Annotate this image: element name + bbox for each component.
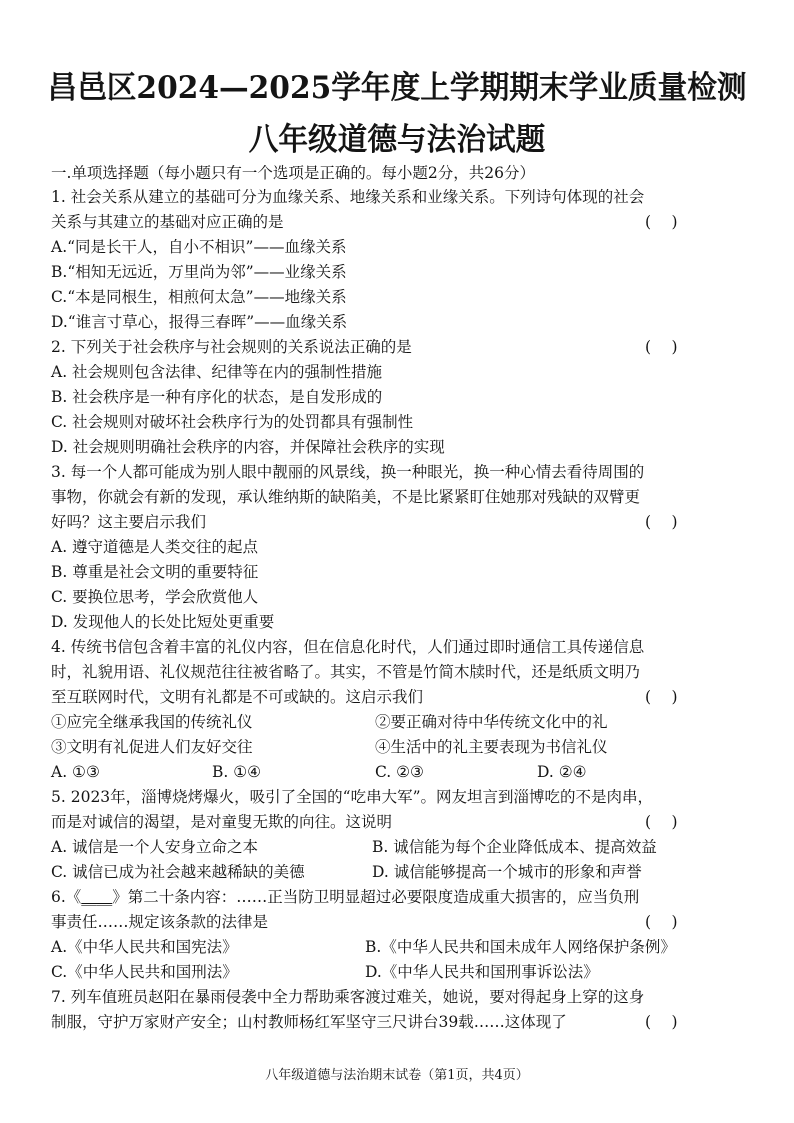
- q3-option-d: D. 发现他人的长处比短处更重要: [51, 613, 275, 631]
- q2-option-c: C. 社会规则对破坏社会秩序行为的处罚都具有强制性: [51, 413, 414, 431]
- q1-stem-line1: 1. 社会关系从建立的基础可分为血缘关系、地缘关系和业缘关系。下列诗句体现的社会: [51, 188, 645, 206]
- q3-stem-line1: 3. 每一个人都可能成为别人眼中靓丽的风景线，换一种眼光，换一种心情去看待周围的: [51, 463, 645, 481]
- q2-stem-line1: 2. 下列关于社会秩序与社会规则的关系说法正确的是: [51, 338, 412, 356]
- q5-stem-line1: 5. 2023年，淄博烧烤爆火，吸引了全国的“吃串大军”。网友坦言到淄博吃的不是肉串，: [51, 788, 654, 806]
- q4-statement-4: ④生活中的礼主要表现为书信礼仪: [375, 738, 608, 756]
- page-footer: 八年级道德与法治期末试卷（第1页，共4页）: [265, 1068, 529, 1083]
- q5-option-a: A. 诚信是一个人安身立命之本: [51, 838, 259, 856]
- q1-stem-line2: 关系与其建立的基础对应正确的是: [51, 213, 284, 231]
- section-heading: 一.单项选择题（每小题只有一个选项是正确的。每小题2分，共26分）: [51, 164, 536, 182]
- exam-subtitle: 八年级道德与法治试题: [248, 122, 546, 158]
- q3-answer-paren[interactable]: ( ): [645, 513, 678, 531]
- q6-blank[interactable]: ____: [81, 888, 113, 906]
- q3-stem-line3: 好吗？这主要启示我们: [51, 513, 207, 531]
- q4-answer-paren[interactable]: ( ): [645, 688, 678, 706]
- q3-option-c: C. 要换位思考，学会欣赏他人: [51, 588, 259, 606]
- q6-stem-rest: 》第二十条内容：……正当防卫明显超过必要限度造成重大损害的，应当负刑: [112, 888, 640, 906]
- q1-option-d: D.“谁言寸草心，报得三春晖”——血缘关系: [51, 313, 348, 331]
- q5-answer-paren[interactable]: ( ): [645, 813, 678, 831]
- q6-stem-prefix: 6.《: [51, 888, 82, 906]
- q2-option-d: D. 社会规则明确社会秩序的内容，并保障社会秩序的实现: [51, 438, 445, 456]
- q6-option-a: A.《中华人民共和国宪法》: [51, 938, 238, 956]
- q7-answer-paren[interactable]: ( ): [645, 1013, 678, 1031]
- q6-option-d: D.《中华人民共和国刑事诉讼法》: [365, 963, 599, 981]
- q6-answer-paren[interactable]: ( ): [645, 913, 678, 931]
- q1-answer-paren[interactable]: ( ): [645, 213, 678, 231]
- q3-option-a: A. 遵守道德是人类交往的起点: [51, 538, 259, 556]
- q5-option-c: C. 诚信已成为社会越来越稀缺的美德: [51, 863, 305, 881]
- q5-option-b: B. 诚信能为每个企业降低成本、提高效益: [372, 838, 657, 856]
- q7-stem-line2: 制服，守护万家财产安全；山村教师杨红军坚守三尺讲台39载……这体现了: [51, 1013, 567, 1031]
- q4-option-c: C. ②③: [375, 763, 424, 781]
- q3-stem-line2: 事物，你就会有新的发现，承认维纳斯的缺陷美，不是比紧紧盯住她那对残缺的双臂更: [51, 488, 641, 506]
- q3-option-b: B. 尊重是社会文明的重要特征: [51, 563, 259, 581]
- exam-title: 昌邑区2024—2025学年度上学期期末学业质量检测: [47, 70, 747, 106]
- q4-statement-2: ②要正确对待中华传统文化中的礼: [375, 713, 608, 731]
- q6-stem-line2: 事责任……规定该条款的法律是: [51, 913, 269, 931]
- q4-stem-line2: 时，礼貌用语、礼仪规范往往被省略了。其实，不管是竹简木牍时代，还是纸质文明乃: [51, 663, 641, 681]
- q5-stem-line2: 而是对诚信的渴望，是对童叟无欺的向往。这说明: [51, 813, 393, 831]
- q4-stem-line3: 至互联网时代，文明有礼都是不可或缺的。这启示我们: [51, 688, 424, 706]
- q6-stem-line1: [51, 885, 751, 910]
- q4-option-b: B. ①④: [212, 763, 262, 781]
- q6-option-c: C.《中华人民共和国刑法》: [51, 963, 238, 981]
- q4-statement-1: ①应完全继承我国的传统礼仪: [51, 713, 253, 731]
- q4-option-d: D. ②④: [537, 763, 587, 781]
- q2-answer-paren[interactable]: ( ): [645, 338, 678, 356]
- q4-statement-3: ③文明有礼促进人们友好交往: [51, 738, 253, 756]
- q2-option-b: B. 社会秩序是一种有序化的状态，是自发形成的: [51, 388, 383, 406]
- q2-option-a: A. 社会规则包含法律、纪律等在内的强制性措施: [51, 363, 383, 381]
- q4-stem-line1: 4. 传统书信包含着丰富的礼仪内容，但在信息化时代，人们通过即时通信工具传递信息: [51, 638, 645, 656]
- q1-option-b: B.“相知无远近，万里尚为邻”——业缘关系: [51, 263, 347, 281]
- q1-option-a: A.“同是长干人，自小不相识”——血缘关系: [51, 238, 347, 256]
- q7-stem-line1: 7. 列车值班员赵阳在暴雨侵袭中全力帮助乘客渡过难关，她说，要对得起身上穿的这身: [51, 988, 645, 1006]
- q5-option-d: D. 诚信能够提高一个城市的形象和声誉: [372, 863, 642, 881]
- q4-option-a: A. ①③: [51, 763, 100, 781]
- q6-option-b: B.《中华人民共和国未成年人网络保护条例》: [365, 938, 676, 956]
- q1-option-c: C.“本是同根生，相煎何太急”——地缘关系: [51, 288, 347, 306]
